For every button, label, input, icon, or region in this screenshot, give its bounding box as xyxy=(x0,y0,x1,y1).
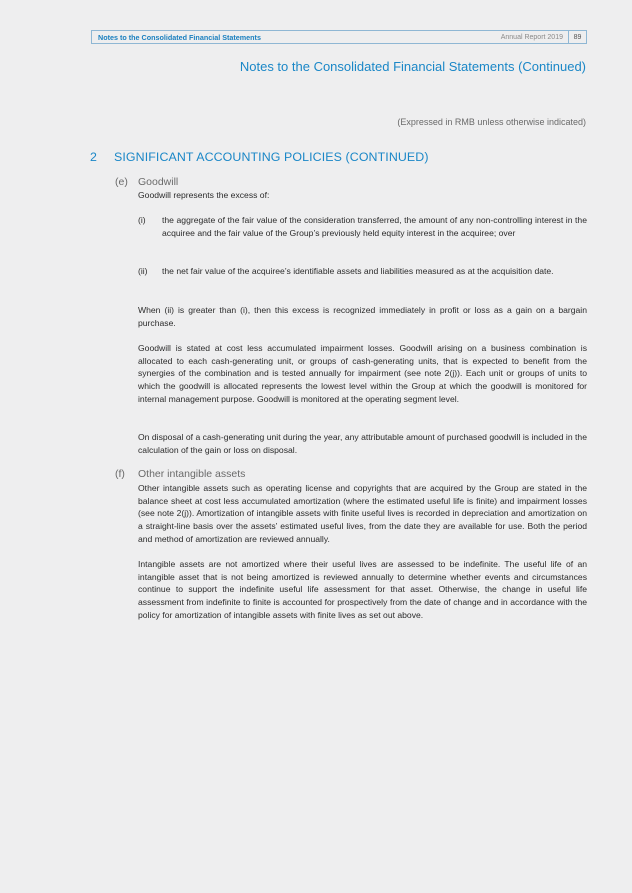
page-number: 89 xyxy=(568,31,586,43)
running-header xyxy=(91,30,587,44)
intangibles-paragraph-1: Other intangible assets such as operating license and copyrights that are acquired by the Group are stated in the balance sheet at cost less accumulated amortization (where the estimated useful life is finite) and impairment losses (see note 2(j)). Amortization of intangible assets with finite useful lives is recorded in depreciation and amortization on a straight-line basis over the assets’ estimated useful lives, from the date they are available for use. Both the period and method of amortization are reviewed annually. xyxy=(138,483,587,544)
section-heading xyxy=(90,150,429,164)
list-item xyxy=(138,214,587,239)
subsection-intangibles-heading xyxy=(115,468,245,480)
subsection-title: Goodwill xyxy=(138,176,179,188)
header-report-name: Annual Report 2019 xyxy=(500,33,563,41)
intangibles-paragraph-2: Intangible assets are not amortized where their useful lives are assessed to be indefinite. The useful life of an intangible asset that is not being amortized is reviewed annually to determine whether events and circumstances continue to support the indefinite useful life assessment for that asset. Otherwise, the change in useful life assessment from indefinite to finite is accounted for prospectively from the date of change and in accordance with the policy for amortization of intangible assets with finite lives as set out above. xyxy=(138,559,587,620)
subsection-title: Other intangible assets xyxy=(138,468,246,480)
goodwill-paragraph-3: On disposal of a cash-generating unit during the year, any attributable amount of purchased goodwill is included in the calculation of the gain or loss on disposal. xyxy=(138,432,587,455)
list-item xyxy=(138,265,587,278)
page-title: Notes to the Consolidated Financial Statements (Continued) xyxy=(239,59,586,74)
currency-note: (Expressed in RMB unless otherwise indicated) xyxy=(397,117,586,127)
list-marker: (ii) xyxy=(138,266,148,276)
subsection-letter: (e) xyxy=(115,176,128,188)
subsection-goodwill-heading xyxy=(115,176,178,188)
section-title: SIGNIFICANT ACCOUNTING POLICIES (CONTINUED) xyxy=(114,150,429,164)
goodwill-paragraph-1: When (ii) is greater than (i), then this excess is recognized immediately in profit or loss as a gain on a bargain purchase. xyxy=(138,305,587,328)
list-text: the net fair value of the acquiree’s identifiable assets and liabilities measured as at the acquisition date. xyxy=(162,266,554,276)
goodwill-intro: Goodwill represents the excess of: xyxy=(138,190,270,200)
header-section-title: Notes to the Consolidated Financial Statements xyxy=(98,32,261,42)
subsection-letter: (f) xyxy=(115,468,125,480)
list-text: the aggregate of the fair value of the consideration transferred, the amount of any non-controlling interest in the acquiree and the fair value of the Group’s previously held equity interest in the acquiree; over xyxy=(162,215,587,238)
list-marker: (i) xyxy=(138,215,146,225)
goodwill-paragraph-2: Goodwill is stated at cost less accumulated impairment losses. Goodwill arising on a business combination is allocated to each cash-generating unit, or groups of cash-generating units, that is expected to benefit from the synergies of the combination and is tested annually for impairment (see note 2(j)). Each unit or groups of units to which the goodwill is allocated represents the lowest level within the Group at which the goodwill is monitored for internal management purpose. Goodwill is monitored at the operating segment level. xyxy=(138,343,587,404)
section-number: 2 xyxy=(90,150,97,164)
